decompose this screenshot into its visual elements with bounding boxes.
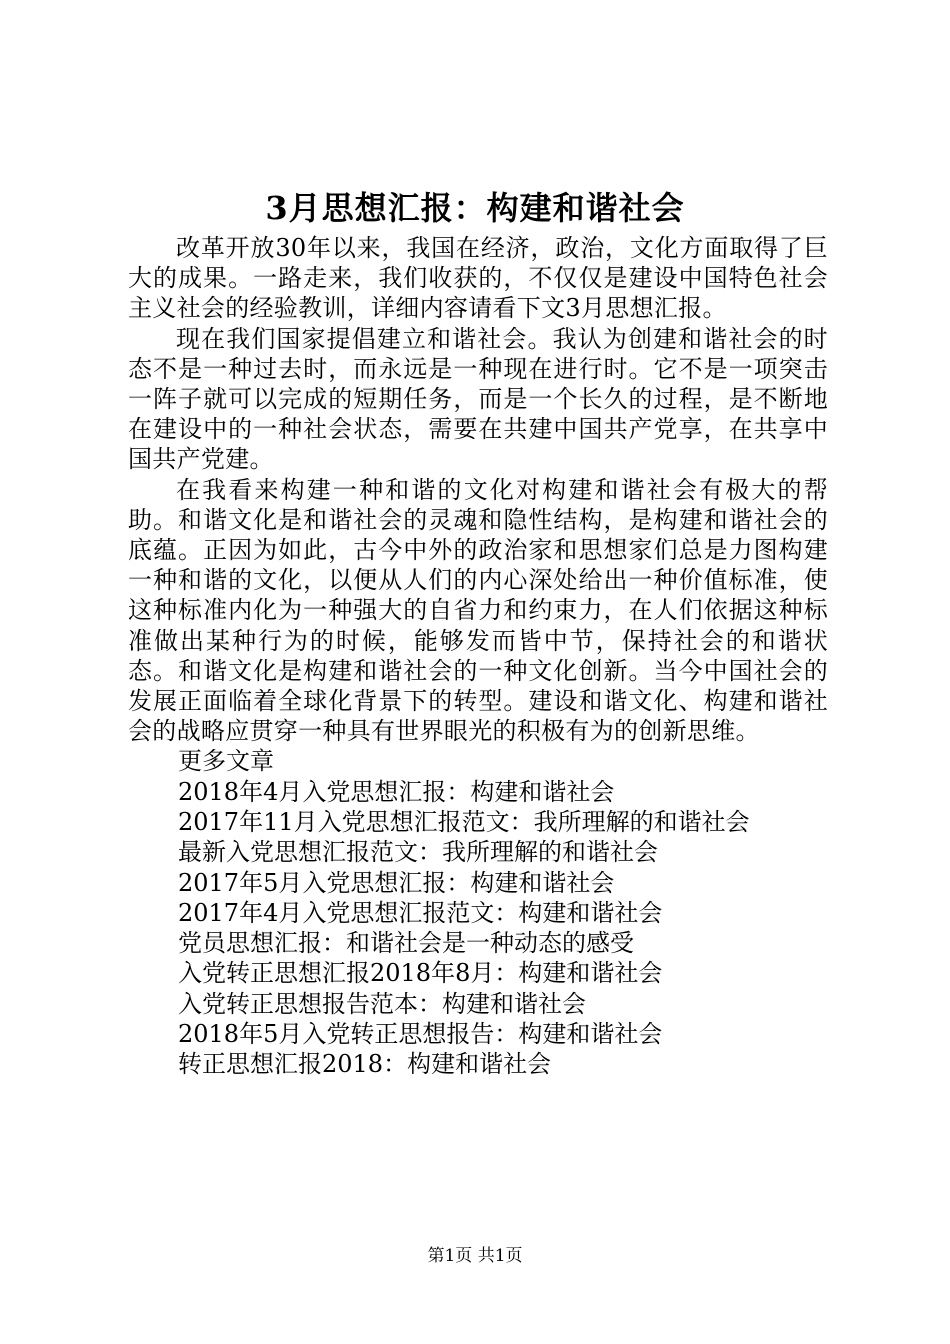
more-article-link[interactable]: 最新入党思想汇报范文：我所理解的和谐社会: [178, 838, 658, 867]
more-article-link[interactable]: 转正思想汇报2018：构建和谐社会: [178, 1050, 552, 1079]
paragraph-intro: 改革开放30年以来，我国在经济，政治，文化方面取得了巨大的成果。一路走来，我们收获的，不仅仅是建设中国特色社会主义社会的经验教训，详细内容请看下文3月思想汇报。: [128, 234, 828, 323]
more-article-link[interactable]: 入党转正思想汇报2018年8月：构建和谐社会: [178, 959, 663, 988]
more-articles-heading: 更多文章: [178, 747, 274, 776]
more-article-link[interactable]: 2017年5月入党思想汇报：构建和谐社会: [178, 868, 615, 897]
more-article-link[interactable]: 2018年5月入党转正思想报告：构建和谐社会: [178, 1020, 663, 1049]
more-article-link[interactable]: 党员思想汇报：和谐社会是一种动态的感受: [178, 929, 634, 958]
page-footer: 第1页 共1页: [427, 1246, 523, 1266]
more-article-link[interactable]: 2017年4月入党思想汇报范文：构建和谐社会: [178, 898, 663, 927]
document-title: 3月思想汇报：构建和谐社会: [265, 189, 685, 227]
more-articles-list: [128, 777, 828, 1080]
more-article-link[interactable]: 2017年11月入党思想汇报范文：我所理解的和谐社会: [178, 807, 750, 836]
document-body: [128, 233, 828, 1080]
paragraph-harmonious-culture: 在我看来构建一种和谐的文化对构建和谐社会有极大的帮助。和谐文化是和谐社会的灵魂和隐性结构，是构建和谐社会的底蕴。正因为如此，古今中外的政治家和思想家们总是力图构建一种和谐的文化，以便从人们的内心深处给出一种价值标准，使这种标准内化为一种强大的自省力和约束力，在人们依据这种标准做出某种行为的时候，能够发而皆中节，保持社会的和谐状态。和谐文化是构建和谐社会的一种文化创新。当今中国社会的发展正面临着全球化背景下的转型。建设和谐文化、构建和谐社会的战略应贯穿一种具有世界眼光的积极有为的创新思维。: [128, 475, 828, 746]
more-article-link[interactable]: 2018年4月入党思想汇报：构建和谐社会: [178, 777, 615, 806]
paragraph-harmonious-society: 现在我们国家提倡建立和谐社会。我认为创建和谐社会的时态不是一种过去时，而永远是一种现在进行时。它不是一项突击一阵子就可以完成的短期任务，而是一个长久的过程，是不断地在建设中的一种社会状态，需要在共建中国共产党享，在共享中国共产党建。: [128, 324, 828, 474]
more-article-link[interactable]: 入党转正思想报告范本：构建和谐社会: [178, 989, 586, 1018]
